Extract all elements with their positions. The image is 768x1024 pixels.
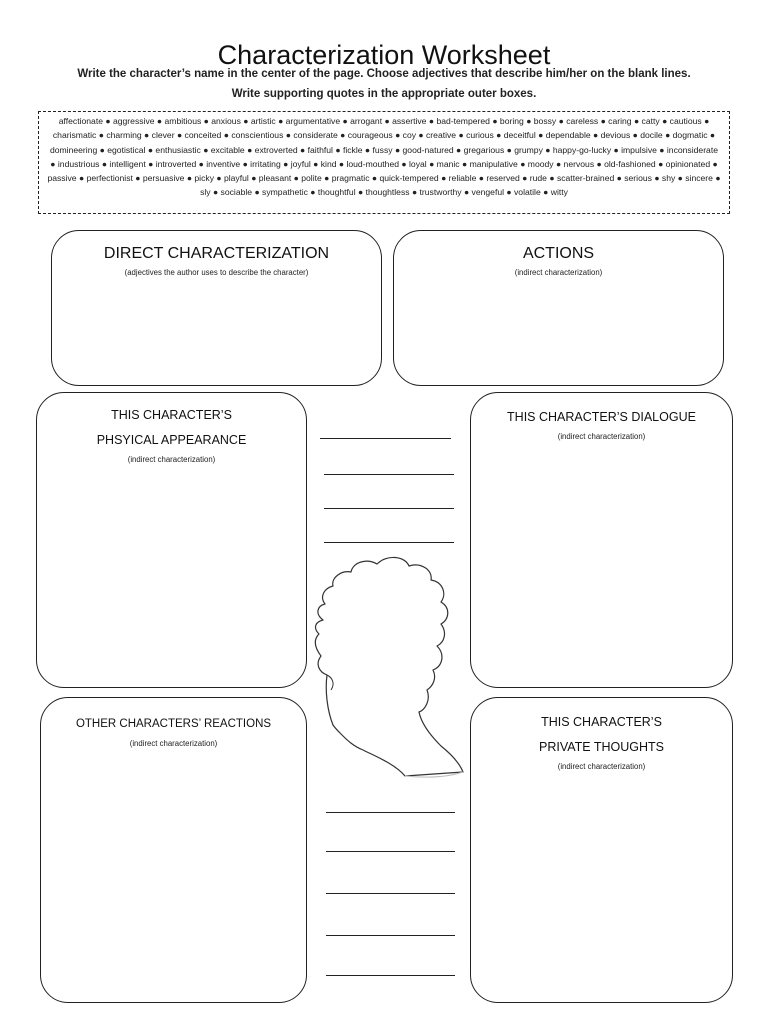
word-bank-adjective: inconsiderate [666,144,719,155]
word-bank-adjective: extroverted [254,144,298,155]
adjective-line[interactable] [324,474,454,475]
word-bank-adjective: trustworthy [419,187,462,198]
word-bank-adjective: sly [200,187,211,198]
word-bank-adjective: vengeful [471,187,505,198]
word-bank-adjective: industrious [57,158,100,169]
private-thoughts-subtitle: (indirect characterization) [557,762,646,771]
instructions-line-1: Write the character’s name in the center of the page. Choose adjectives that describe him/her on the blank lines. [77,68,691,80]
head-silhouette-icon [305,550,465,780]
adjective-word-bank: affectionate ● aggressive ● ambitious ● anxious ● artistic ● argumentative ● arrogant ● assertive ● bad-tempered ● boring ● bossy ● careless ● caring ● catty ● cautious ● charismatic ● charming ● clever ● conceited ● conscientious ● considerate ● courageous ● coy ● creative ● curious ● deceitful ● dependable ● devious ● docile ● dogmatic ● domineering ● egotistical ● enthusiastic ● excitable ● extroverted ● faithful ● fickle ● fussy ● good-natured ● gregarious ● grumpy ● happy-go-lucky ● impulsive ● inconsiderate ● industrious ● intelligent ● introverted ● inventive ● irritating ● joyful ● kind ● loud-mouthed ● loyal ● manic ● manipulative ● moody ● nervous ● old-fashioned ● opinionated ● passive ● perfectionist ● persuasive ● picky ● playful ● pleasant ● polite ● pragmatic ● quick-tempered ● reliable ● reserved ● rude ● scatter-brained ● serious ● shy ● sincere ● sly ● sociable ● sympathetic ● thoughtful ● thoughtless ● trustworthy ● vengeful ● volatile ● witty [38,111,730,214]
word-bank-adjective: loud-mouthed [346,158,400,169]
actions-heading: ACTIONS [522,245,595,262]
word-bank-adjective: serious [624,173,652,184]
word-bank-adjective: catty [641,116,660,126]
word-bank-adjective: sincere [685,173,713,184]
word-bank-adjective: careless [566,116,599,126]
adjective-line[interactable] [326,812,455,813]
word-bank-adjective: nervous [563,158,595,169]
word-bank-adjective: thoughtful [317,187,356,198]
word-bank-adjective: egotistical [107,144,146,155]
word-bank-adjective: perfectionist [86,173,133,184]
word-bank-adjective: inventive [206,158,241,169]
word-bank-adjective: polite [301,173,322,184]
direct-characterization-heading: DIRECT CHARACTERIZATION [103,245,330,262]
word-bank-adjective: reserved [486,173,520,184]
reactions-subtitle: (indirect characterization) [129,739,218,748]
word-bank-adjective: happy-go-lucky [552,144,612,155]
word-bank-adjective: good-natured [402,144,454,155]
reactions-heading: OTHER CHARACTERS’ REACTIONS [75,718,272,730]
word-bank-adjective: sympathetic [262,187,308,198]
word-bank-adjective: loyal [409,158,427,169]
word-bank-adjective: considerate [293,130,338,141]
word-bank-adjective: coy [402,130,417,141]
word-bank-adjective: boring [499,116,524,126]
word-bank-adjective: excitable [210,144,245,155]
word-bank-adjective: opinionated [665,158,711,169]
word-bank-adjective: picky [194,173,214,184]
dialogue-box[interactable] [470,392,733,688]
word-bank-adjective: gregarious [463,144,505,155]
word-bank-adjective: grumpy [514,144,543,155]
word-bank-adjective: old-fashioned [604,158,656,169]
direct-characterization-box[interactable] [51,230,382,386]
word-bank-adjective: joyful [290,158,311,169]
word-bank-adjective: moody [527,158,554,169]
word-bank-adjective: affectionate [58,116,103,126]
word-bank-adjective: bad-tempered [436,116,490,126]
dialogue-heading: THIS CHARACTER’S DIALOGUE [507,410,696,424]
word-bank-adjective: domineering [49,144,98,155]
dialogue-subtitle: (indirect characterization) [557,432,646,441]
word-bank-adjective: volatile [514,187,541,198]
word-bank-adjective: clever [151,130,175,141]
word-bank-adjective: pleasant [258,173,292,184]
word-bank-adjective: dependable [545,130,591,141]
actions-subtitle: (indirect characterization) [514,268,603,277]
adjective-line[interactable] [326,851,455,852]
private-thoughts-heading-line-2: PRIVATE THOUGHTS [538,740,664,754]
private-thoughts-box[interactable] [470,697,733,1003]
word-bank-adjective: assertive [392,116,427,126]
instructions-line-2: Write supporting quotes in the appropriate outer boxes. [231,88,537,100]
word-bank-adjective: curious [466,130,494,141]
adjective-line[interactable] [326,935,455,936]
word-bank-adjective: reliable [448,173,477,184]
word-bank-adjective: faithful [307,144,333,155]
physical-appearance-heading-line-1: THIS CHARACTER’S [111,408,232,422]
word-bank-adjective: ambitious [164,116,202,126]
private-thoughts-heading-line-1: THIS CHARACTER’S [541,715,662,729]
word-bank-adjective: pragmatic [331,173,370,184]
word-bank-adjective: fickle [342,144,363,155]
word-bank-adjective: manipulative [469,158,518,169]
word-bank-adjective: cautious [669,116,702,126]
word-bank-adjective: devious [600,130,631,141]
word-bank-adjective: artistic [250,116,276,126]
adjective-line[interactable] [326,975,455,976]
word-bank-adjective: docile [640,130,663,141]
word-bank-adjective: deceitful [503,130,536,141]
word-bank-adjective: witty [550,187,568,198]
word-bank-adjective: kind [320,158,337,169]
word-bank-adjective: dogmatic [672,130,708,141]
word-bank-adjective: intelligent [109,158,146,169]
adjective-line[interactable] [320,438,451,439]
word-bank-adjective: charming [106,130,142,141]
word-bank-adjective: sociable [220,187,253,198]
adjective-line[interactable] [326,893,455,894]
word-bank-adjective: persuasive [142,173,185,184]
word-bank-adjective: conscientious [231,130,284,141]
word-bank-adjective: arrogant [350,116,383,126]
word-bank-adjective: courageous [347,130,393,141]
word-bank-adjective: scatter-brained [556,173,615,184]
word-bank-adjective: charismatic [52,130,97,141]
word-bank-adjective: conceited [184,130,222,141]
physical-appearance-subtitle: (indirect characterization) [127,455,216,464]
adjective-line[interactable] [324,508,454,509]
word-bank-adjective: thoughtless [365,187,410,198]
word-bank-adjective: rude [529,173,547,184]
word-bank-adjective: fussy [372,144,393,155]
word-bank-adjective: argumentative [285,116,341,126]
physical-appearance-heading-line-2: PHSYICAL APPEARANCE [96,433,247,447]
word-bank-adjective: manic [436,158,460,169]
word-bank-adjective: enthusiastic [155,144,201,155]
word-bank-adjective: caring [608,116,632,126]
word-bank-adjective: shy [661,173,676,184]
word-bank-adjective: creative [426,130,457,141]
word-bank-adjective: impulsive [621,144,657,155]
page-title: Characterization Worksheet [217,40,551,70]
word-bank-adjective: introverted [155,158,197,169]
word-bank-adjective: aggressive [112,116,155,126]
direct-characterization-subtitle: (adjectives the author uses to describe the character) [124,268,309,277]
other-characters-reactions-box[interactable] [40,697,307,1003]
physical-appearance-box[interactable] [36,392,307,688]
actions-box[interactable] [393,230,724,386]
word-bank-adjective: passive [47,173,77,184]
word-bank-adjective: playful [223,173,249,184]
word-bank-adjective: quick-tempered [379,173,439,184]
word-bank-adjective: irritating [250,158,281,169]
word-bank-adjective: bossy [533,116,557,126]
word-bank-adjective: anxious [211,116,241,126]
adjective-line[interactable] [324,542,454,543]
